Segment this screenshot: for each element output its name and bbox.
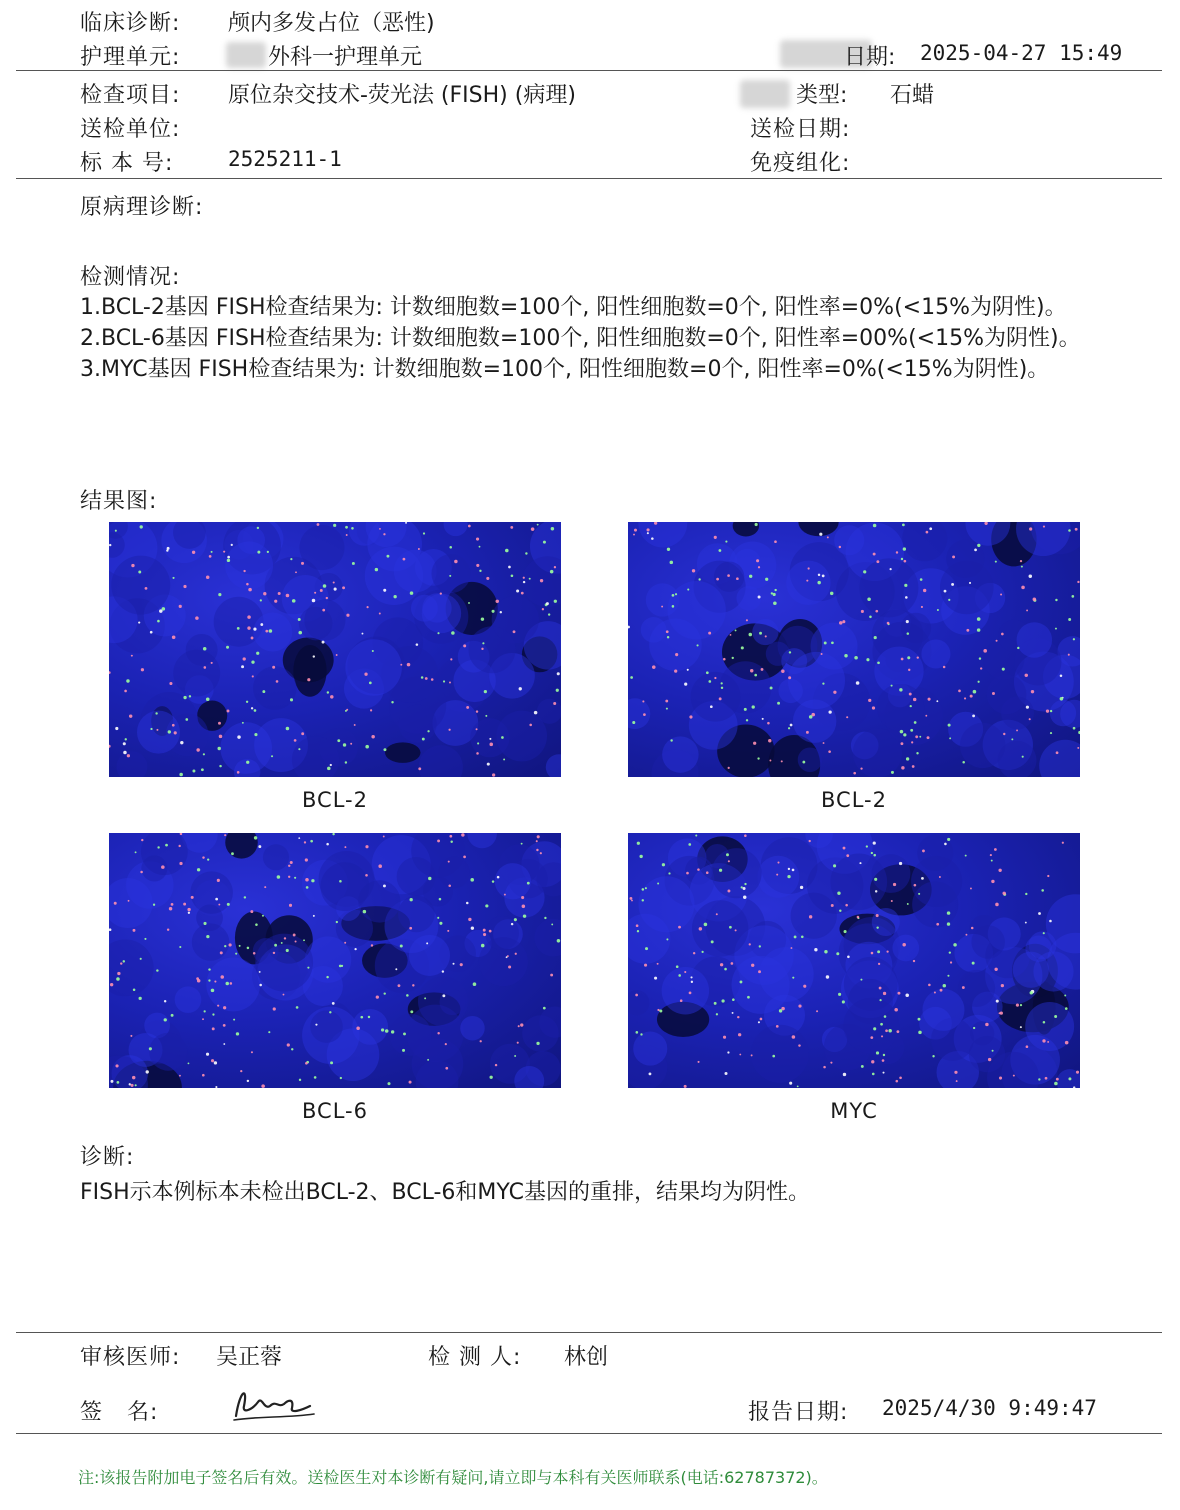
detection-line-3: 3.MYC基因 FISH检查结果为: 计数细胞数=100个, 阳性细胞数=0个, 阳性率=0%(<15%为阴性)。 <box>80 357 1050 382</box>
signature-label: 签 名: <box>80 1400 159 1425</box>
caption-myc: MYC <box>830 1099 878 1123</box>
original-diagnosis-label: 原病理诊断: <box>80 195 204 220</box>
detection-line-2: 2.BCL-6基因 FISH检查结果为: 计数细胞数=100个, 阳性细胞数=0个, 阳性率=00%(<15%为阴性)。 <box>80 326 1081 351</box>
submit-date-label: 送检日期: <box>750 117 851 142</box>
caption-bcl2-b: BCL-2 <box>821 788 887 812</box>
footer-note: 注:该报告附加电子签名后有效。送检医生对本诊断有疑问,请立即与本科有关医师联系(电话:62787372)。 <box>78 1468 828 1487</box>
nursing-unit-value: 外科一护理单元 <box>268 45 423 70</box>
handwritten-signature <box>228 1380 318 1424</box>
report-date-top-label: 日期: <box>844 45 896 70</box>
detection-label: 检测情况: <box>80 265 181 290</box>
fish-image-bcl6 <box>109 833 561 1088</box>
tester-label: 检 测 人: <box>428 1345 522 1370</box>
specimen-no-value: 2525211-1 <box>228 147 342 171</box>
report-date-label: 报告日期: <box>748 1400 849 1425</box>
redaction-mask <box>740 80 790 108</box>
ihc-label: 免疫组化: <box>750 151 851 176</box>
fish-image-bcl2-b <box>628 522 1080 777</box>
results-figure-label: 结果图: <box>80 489 158 514</box>
caption-bcl2-a: BCL-2 <box>302 788 368 812</box>
detection-line-1: 1.BCL-2基因 FISH检查结果为: 计数细胞数=100个, 阳性细胞数=0个, 阳性率=0%(<15%为阴性)。 <box>80 295 1067 320</box>
test-item-label: 检查项目: <box>80 83 181 108</box>
tester-name: 林创 <box>564 1345 609 1370</box>
test-item-value: 原位杂交技术-荧光法 (FISH) (病理) <box>228 83 576 108</box>
divider-line <box>16 1332 1162 1333</box>
divider-line <box>16 1433 1162 1434</box>
clinical-diagnosis-value: 颅内多发占位（恶性) <box>228 11 435 36</box>
detection-results <box>80 292 1140 385</box>
reviewer-name: 吴正蓉 <box>216 1345 283 1370</box>
specimen-type-value: 石蜡 <box>890 83 935 108</box>
clinical-diagnosis-label: 临床诊断: <box>80 11 181 36</box>
report-date-value: 2025/4/30 9:49:47 <box>882 1396 1097 1420</box>
redaction-mask <box>226 42 266 68</box>
diagnosis-text: FISH示本例标本未检出BCL-2、BCL-6和MYC基因的重排，结果均为阴性。 <box>80 1180 810 1205</box>
fish-image-myc <box>628 833 1080 1088</box>
report-date-top-value: 2025-04-27 15:49 <box>920 41 1123 65</box>
submitting-unit-label: 送检单位: <box>80 117 181 142</box>
reviewer-label: 审核医师: <box>80 1345 181 1370</box>
diagnosis-label: 诊断: <box>80 1145 135 1170</box>
nursing-unit-label: 护理单元: <box>80 45 181 70</box>
divider-line <box>16 70 1162 71</box>
caption-bcl6: BCL-6 <box>302 1099 368 1123</box>
divider-line <box>16 178 1162 179</box>
fish-image-bcl2-a <box>109 522 561 777</box>
specimen-no-label: 标 本 号: <box>80 151 174 176</box>
specimen-type-label: 类型: <box>796 83 848 108</box>
